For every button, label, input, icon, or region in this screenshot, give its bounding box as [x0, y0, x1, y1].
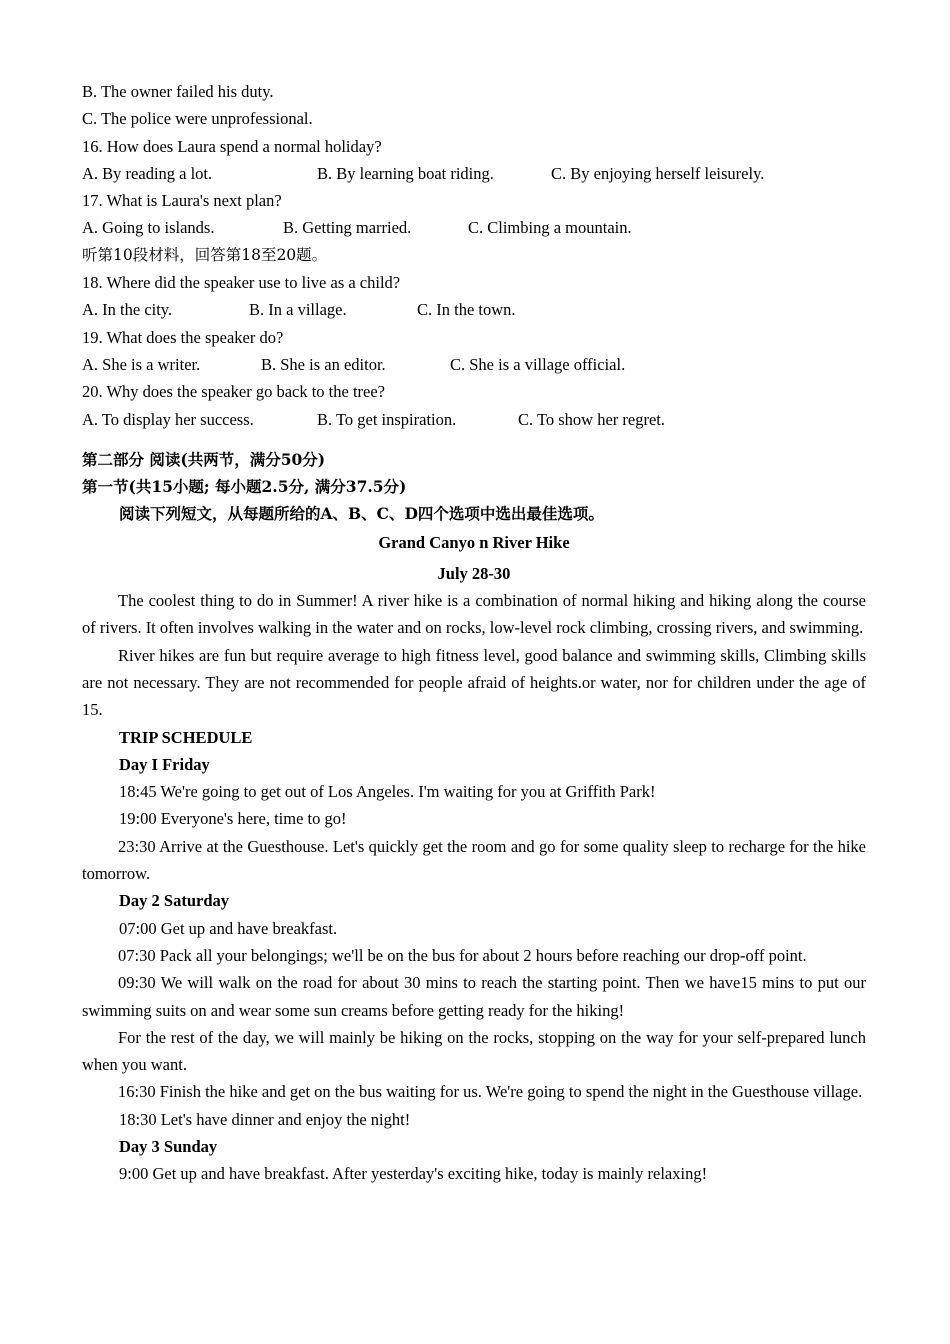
- schedule-heading: TRIP SCHEDULE: [119, 727, 253, 747]
- passage-paragraph-2: River hikes are fun but require average to high fitness level, good balance and swimming skills, Climbing skills are not necessary. They are not recommended for people afraid of heights.or water, nor for children under the age of 15.: [82, 645, 866, 720]
- q20-option-a: A. To display her success.: [82, 409, 254, 429]
- q19-options: [82, 351, 866, 378]
- q17-option-a: A. Going to islands.: [82, 218, 215, 238]
- day2-item: 07:00 Get up and have breakfast.: [119, 918, 338, 938]
- q20-stem: 20. Why does the speaker go back to the tree?: [82, 382, 386, 402]
- day3-item: 9:00 Get up and have breakfast. After yesterday's exciting hike, today is mainly relaxing!: [119, 1164, 708, 1184]
- q19-stem: 19. What does the speaker do?: [82, 327, 284, 347]
- passage-title: Grand Canyo n River Hike: [378, 532, 570, 552]
- q19-option-a: A. She is a writer.: [82, 354, 201, 374]
- q18-options: [82, 296, 866, 323]
- passage-date: July 28-30: [437, 563, 511, 583]
- q16-stem: 16. How does Laura spend a normal holiday?: [82, 136, 382, 156]
- q20-option-c: C. To show her regret.: [518, 409, 666, 429]
- q19-option-c: C. She is a village official.: [450, 354, 626, 374]
- q20-options: [82, 406, 866, 433]
- q18-option-b: B. In a village.: [249, 300, 347, 320]
- q19-option-b: B. She is an editor.: [261, 354, 386, 374]
- q17-option-c: C. Climbing a mountain.: [468, 218, 632, 238]
- reading-instruction: 阅读下列短文，从每题所给的A、B、C、D四个选项中选出最佳选项。: [119, 504, 604, 524]
- day2-item: 09:30 We will walk on the road for about 30 mins to reach the starting point. Then we have15 mins to put our swimming suits on and wear some sun creams before getting ready for the hiking!: [82, 973, 866, 1020]
- q15-option-b: B. The owner failed his duty.: [82, 82, 274, 101]
- q20-option-b: B. To get inspiration.: [317, 409, 457, 429]
- day1-item: 19:00 Everyone's here, time to go!: [119, 809, 347, 829]
- section-gap: [82, 433, 866, 446]
- day1-item: 18:45 We're going to get out of Los Angeles. I'm waiting for you at Griffith Park!: [119, 782, 656, 802]
- q17-stem: 17. What is Laura's next plan?: [82, 191, 282, 211]
- section-one-title: 第一节(共15小题; 每小题2.5分, 满分37.5分): [82, 477, 407, 497]
- day1-heading: Day I Friday: [119, 754, 210, 774]
- q16-option-a: A. By reading a lot.: [82, 163, 213, 183]
- day2-heading: Day 2 Saturday: [119, 891, 230, 911]
- q18-stem: 18. Where did the speaker use to live as a child?: [82, 273, 401, 293]
- day2-item: 16:30 Finish the hike and get on the bus waiting for us. We're going to spend the night in the Guesthouse village.: [118, 1082, 863, 1102]
- q18-option-c: C. In the town.: [417, 300, 516, 320]
- exam-page: [82, 78, 866, 1188]
- passage-paragraph-1: The coolest thing to do in Summer! A river hike is a combination of normal hiking and hiking along the course of rivers. It often involves walking in the water and on rocks, low-level rock climbing, crossing rivers, and swimming.: [82, 591, 866, 638]
- q16-option-c: C. By enjoying herself leisurely.: [551, 163, 765, 183]
- day2-item: For the rest of the day, we will mainly be hiking on the rocks, stopping on the way for your self-prepared lunch when you want.: [82, 1027, 866, 1075]
- q18-option-a: A. In the city.: [82, 300, 173, 320]
- q17-options: [82, 214, 866, 241]
- section-10-instruction: 听第10段材料，回答第18至20题。: [82, 245, 328, 264]
- part-two-title: 第二部分 阅读(共两节，满分50分): [82, 449, 326, 469]
- q17-option-b: B. Getting married.: [283, 218, 412, 238]
- day2-item: 07:30 Pack all your belongings; we'll be on the bus for about 2 hours before reaching our drop-off point.: [118, 945, 807, 965]
- day1-item: 23:30 Arrive at the Guesthouse. Let's quickly get the room and go for some quality sleep to recharge for the hike tomorrow.: [82, 836, 866, 884]
- q16-options: [82, 160, 866, 187]
- day2-item: 18:30 Let's have dinner and enjoy the night!: [119, 1109, 411, 1129]
- q15-option-c: C. The police were unprofessional.: [82, 109, 313, 129]
- day3-heading: Day 3 Sunday: [119, 1136, 218, 1156]
- q16-option-b: B. By learning boat riding.: [317, 163, 494, 183]
